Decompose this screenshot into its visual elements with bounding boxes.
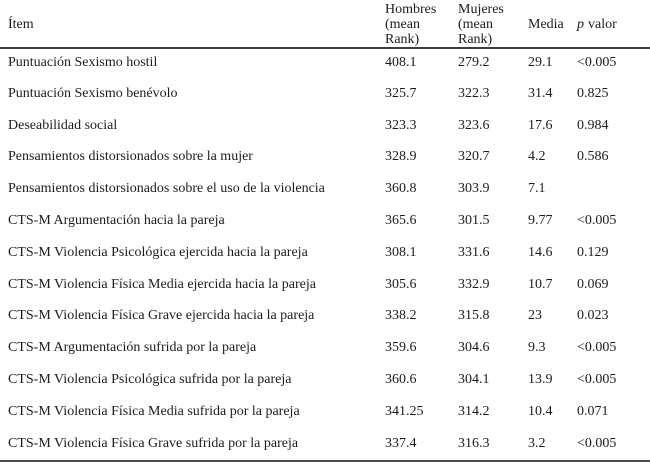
table-row <box>0 112 650 144</box>
column-header-mujeres-line2: (mean <box>458 17 493 32</box>
cell-p: 0.825 <box>577 85 609 101</box>
cell-hombres: 337.4 <box>385 435 417 451</box>
table-row <box>0 207 650 239</box>
cell-media: 23 <box>528 308 542 324</box>
cell-mujeres: 304.1 <box>458 371 490 387</box>
cell-p <box>577 175 650 207</box>
cell-hombres: 308.1 <box>385 244 417 260</box>
cell-mujeres: 314.2 <box>458 403 490 419</box>
cell-p: 0.023 <box>577 308 609 324</box>
cell-hombres: 341.25 <box>385 403 424 419</box>
cell-hombres: 328.9 <box>385 149 417 165</box>
cell-media: 31.4 <box>528 85 553 101</box>
table-row <box>0 302 650 334</box>
cell-p: <0.005 <box>577 371 617 387</box>
cell-hombres: 305.6 <box>385 276 417 292</box>
cell-item: Puntuación Sexismo benévolo <box>8 85 178 101</box>
cell-item: Pensamientos distorsionados sobre el uso de la violencia <box>8 181 325 197</box>
cell-item: CTS-M Argumentación hacia la pareja <box>8 212 225 228</box>
table-row <box>0 80 650 112</box>
cell-hombres: 323.3 <box>385 117 417 133</box>
cell-mujeres: 323.6 <box>458 117 490 133</box>
table-row <box>0 334 650 366</box>
column-header-hombres-line3: Rank) <box>385 32 420 47</box>
cell-hombres: 360.6 <box>385 371 417 387</box>
header-row <box>0 0 650 48</box>
cell-item: Pensamientos distorsionados sobre la mujer <box>8 149 253 165</box>
cell-media: 3.2 <box>528 435 546 451</box>
cell-p: <0.005 <box>577 340 617 356</box>
table-row <box>0 398 650 430</box>
cell-media: 9.3 <box>528 340 546 356</box>
cell-media: 10.4 <box>528 403 553 419</box>
cell-p: 0.069 <box>577 276 609 292</box>
cell-hombres: 325.7 <box>385 85 417 101</box>
column-header-mujeres-line1: Mujeres <box>458 2 504 17</box>
cell-mujeres: 322.3 <box>458 85 490 101</box>
table-header <box>0 0 650 48</box>
cell-p: 0.984 <box>577 117 609 133</box>
table-body <box>0 48 650 461</box>
cell-media: 13.9 <box>528 371 553 387</box>
cell-mujeres: 320.7 <box>458 149 490 165</box>
cell-media: 14.6 <box>528 244 553 260</box>
cell-item: CTS-M Violencia Psicológica ejercida hacia la pareja <box>8 244 308 260</box>
cell-p: 0.586 <box>577 149 609 165</box>
cell-item: CTS-M Violencia Psicológica sufrida por la pareja <box>8 371 292 387</box>
cell-item: CTS-M Violencia Física Media ejercida hacia la pareja <box>8 276 316 292</box>
cell-mujeres: 279.2 <box>458 55 490 70</box>
table-row <box>0 271 650 303</box>
cell-mujeres: 303.9 <box>458 181 490 197</box>
cell-hombres: 408.1 <box>385 55 417 70</box>
column-header-item <box>0 0 385 48</box>
column-header-media <box>528 0 577 48</box>
cell-p: 0.071 <box>577 403 609 419</box>
cell-p: <0.005 <box>577 212 617 228</box>
column-header-media-label: Media <box>528 17 564 32</box>
cell-mujeres: 304.6 <box>458 340 490 356</box>
cell-hombres: 359.6 <box>385 340 417 356</box>
cell-item: Puntuación Sexismo hostil <box>8 55 158 70</box>
cell-media: 29.1 <box>528 55 553 70</box>
cell-media: 7.1 <box>528 181 546 197</box>
cell-p: <0.005 <box>577 435 617 451</box>
table-row <box>0 239 650 271</box>
cell-mujeres: 332.9 <box>458 276 490 292</box>
cell-media: 10.7 <box>528 276 553 292</box>
column-header-pvalor <box>577 0 650 48</box>
column-header-mujeres <box>458 0 528 48</box>
cell-mujeres: 331.6 <box>458 244 490 260</box>
cell-p: 0.129 <box>577 244 609 260</box>
cell-media: 17.6 <box>528 117 553 133</box>
cell-hombres: 338.2 <box>385 308 417 324</box>
cell-item: CTS-M Violencia Física Grave ejercida hacia la pareja <box>8 308 315 324</box>
cell-media: 9.77 <box>528 212 553 228</box>
cell-item: CTS-M Argumentación sufrida por la pareja <box>8 340 257 356</box>
cell-mujeres: 315.8 <box>458 308 490 324</box>
column-header-hombres-line1: Hombres <box>385 2 437 17</box>
column-header-p-symbol: p <box>577 17 584 32</box>
column-header-hombres <box>385 0 458 48</box>
cell-hombres: 365.6 <box>385 212 417 228</box>
cell-item: Deseabilidad social <box>8 117 118 133</box>
cell-hombres: 360.8 <box>385 181 417 197</box>
cell-p: <0.005 <box>577 55 617 70</box>
table-row <box>0 143 650 175</box>
column-header-item-label: Ítem <box>8 17 34 32</box>
table-row <box>0 175 650 207</box>
cell-media: 4.2 <box>528 149 546 165</box>
table-row <box>0 430 650 462</box>
column-header-mujeres-line3: Rank) <box>458 32 493 47</box>
column-header-hombres-line2: (mean <box>385 17 420 32</box>
cell-item: CTS-M Violencia Física Media sufrida por la pareja <box>8 403 300 419</box>
cell-mujeres: 301.5 <box>458 212 490 228</box>
cell-item: CTS-M Violencia Física Grave sufrida por la pareja <box>8 435 299 451</box>
table-row <box>0 48 650 80</box>
column-header-valor-label: valor <box>588 17 617 32</box>
table-row <box>0 366 650 398</box>
cell-mujeres: 316.3 <box>458 435 490 451</box>
